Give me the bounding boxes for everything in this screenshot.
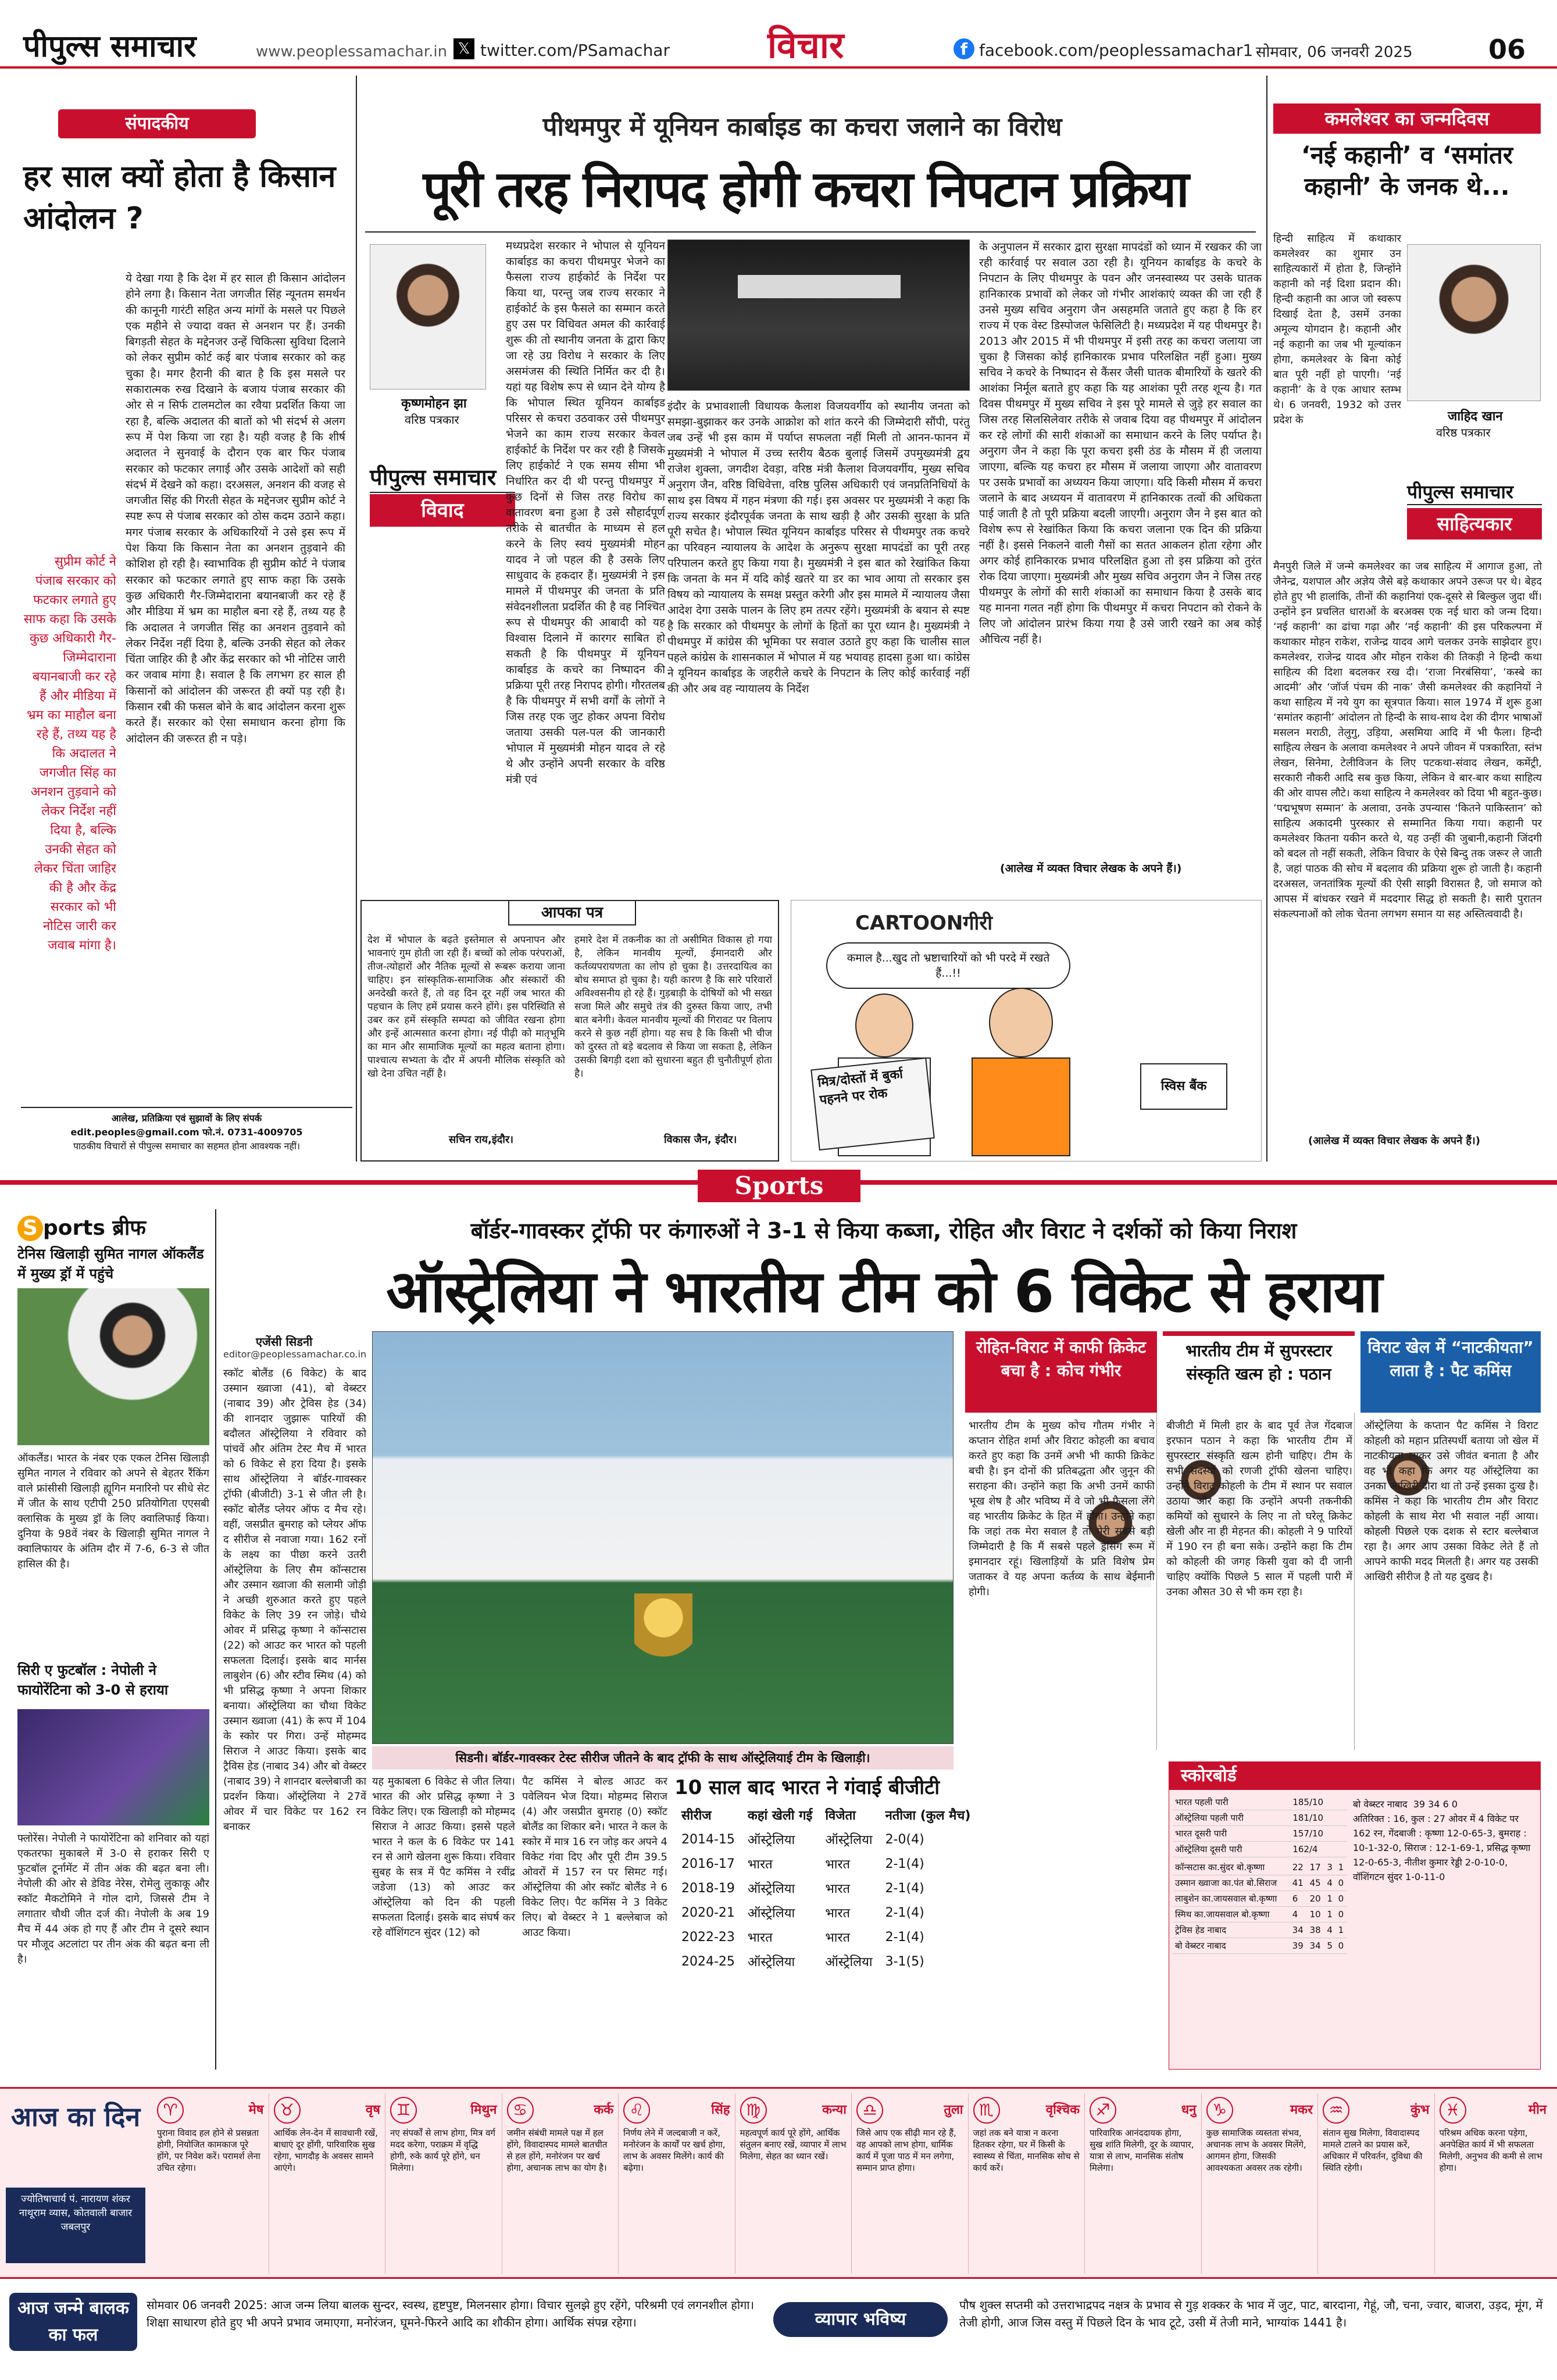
letter-1-sign: सचिन राय,इंदौर। bbox=[449, 1134, 514, 1146]
table-row bbox=[1173, 1907, 1347, 1922]
history-cell: 2-0(4) bbox=[885, 1832, 924, 1847]
history-header: कहां खेली गई bbox=[747, 1809, 813, 1823]
section-title: विचार bbox=[767, 24, 844, 66]
history-cell: ऑस्ट्रेलिया bbox=[825, 1955, 873, 1970]
cartoon-label: CARTOONगीरी bbox=[855, 912, 993, 935]
facebook-handle[interactable]: facebook.com/peoplessamachar1 bbox=[979, 41, 1254, 60]
letter-1: देश में भोपाल के बढ़ते इस्तेमाल से अपनापन और भावनाएं गुम होती जा रही हैं। बच्चों को लोक परंपराओं, तीज-त्योहारों और नैतिक मूल्यों से रूबरू कराया जाना चाहिए। इन सांस्कृतिक-सामाजिक और संस्कारों की अनदेखी करते हैं, तो वह दिन दूर नहीं जब भारत की पहचान के लिए हमें प्रयास करने होंगे। इस परिस्थिति से उबर कर हमें संस्कृति सम्पदा को जीवित रखना होगा और इन्हें आत्मसात करना होगा। नई पीढ़ी को मातृभूमि का मान और सामाजिक मूल्यों का महत्व बताना होगा। पाश्चात्य सभ्यता के दौर में अपनी मौलिक संस्कृति को खो देना उचित नहीं है। bbox=[367, 934, 565, 1080]
sign-name: वृष bbox=[366, 2103, 380, 2117]
batter: ट्रेविस हेड नाबाद bbox=[1173, 1922, 1290, 1938]
bat-stat: 4 bbox=[1324, 1922, 1335, 1938]
scorpio-icon: ♏ bbox=[973, 2097, 1000, 2124]
sign-text: जमीन संबंधी मामले पक्ष में हल होंगे, विवादास्पद मामले बातचीत से हल होंगे, मनोरंजन पर खर्च होगा, अचानक लाभ का योग है। bbox=[506, 2128, 608, 2173]
table-row bbox=[1173, 1795, 1347, 1810]
table-row bbox=[1173, 1938, 1347, 1954]
table-row bbox=[1173, 1922, 1347, 1938]
bat-stat: 6 bbox=[1290, 1891, 1308, 1907]
innings-table bbox=[1173, 1795, 1347, 1857]
history-cell: 2018-19 bbox=[681, 1881, 735, 1896]
history-cell: 2014-15 bbox=[681, 1832, 735, 1847]
batting-table bbox=[1173, 1860, 1347, 1954]
table-row bbox=[676, 1950, 976, 1973]
history-header: नतीजा (कुल मैच) bbox=[885, 1809, 971, 1823]
scoreboard-right: बो वेब्स्टर नाबाद 39 34 6 0 अतिरिक्त : 16, कुल : 27 ओवर में 4 विकेट पर 162 रन, गेंदबाजी : कृष्णा 12-0-65-3, बुमराह : 10-1-32-0, सिराज : 12-1-69-1, प्रसिद्ध कृष्णा 12-0-65-3, नीतीश कुमार रेड्डी 2-0-10-0, वॉशिंगटन सुंदर 1-0-11-0 bbox=[1353, 1799, 1531, 1882]
side2 bbox=[1163, 1331, 1355, 1750]
sports-agency: एजेंसी सिडनी bbox=[256, 1335, 313, 1349]
sign-makar bbox=[1202, 2093, 1319, 2274]
sign-name: वृश्चिक bbox=[1045, 2103, 1080, 2117]
brief-logo-s: S bbox=[17, 1216, 43, 1241]
sports-col3: पैट कमिंस ने बोल्ड आउट कर पवेलियन भेज दिया। मोहम्मद सिराज (4) और जसप्रीत बुमराह (0) स्कॉट बोलैंड का शिकार बने। भारत ने कल के स्कोर में मात्र 16 रन जोड़ कर अपने 4 विकेट गंवा दिए और पूरी टीम 39.5 ओवरों में 157 रन पर सिमट गई। ऑस्ट्रेलिया की ओर स्कॉट बोलैंड ने 6 विकेट लिए। पैट कमिंस ने 3 विकेट लिए। बो वेब्स्टर ने 1 बल्लेबाज को आउट किया। bbox=[522, 1775, 667, 1939]
history-cell: भारत bbox=[825, 1857, 851, 1872]
side1-body: भारतीय टीम के मुख्य कोच गौतम गंभीर ने कप्तान रोहित शर्मा और विराट कोहली का बचाव करते हुए कहा कि उनमें अभी भी काफी क्रिकेट बची है। इन दोनों की प्रतिबद्धता और जुनून की सराहना की। उन्होंने कहा कि अभी उनमें काफी भूख शेष है और भविष्य में वे जो भी फैसला लेंगे वह भारतीय क्रिकेट के हित में होगा। उन्होंने कहा कि जहां तक मेरा सवाल है तो मेरी सबसे बड़ी जिम्मेदारी है कि मैं सबसे पहले ड्रेसिंग रूम में इमानदार रहूं। खिलाड़ियों के प्रति विशेष प्रेम जताकर वे यह अपना कर्तव्य के साथ बेईमानी होगी। bbox=[969, 1420, 1155, 1598]
libra-icon: ♎ bbox=[856, 2097, 883, 2124]
side3-body: ऑस्ट्रेलिया के कप्तान पैट कमिंस ने विराट कोहली को महान प्रतिस्पर्धी बताया जो खेल में नाटकीयता लाकर उसे जीवंत बनाता है और वह भी कहा कि अगर यह ऑस्ट्रेलिया का उनका आखिरी दौरा था तो उन्हें इसका दुःख है। कमिंस ने कहा कि भारतीय टीम और विराट कोहली के साथ मेरा भी सवाल नहीं आया। कोहली पिछले एक दशक से स्टार बल्लेबाज रहा है। अगर आप उसका विकेट लेते हैं तो आपने काफी मदद मिलती है। अगर यह उसकी आखिरी सीरीज है तो यह दुखद है। bbox=[1364, 1420, 1538, 1583]
history-cell: 2-1(4) bbox=[885, 1905, 924, 1920]
sign-text: परिश्रम अधिक करना पड़ेगा, अनपेक्षित कार्य में भी सफलता मिलेगी, अनुभव की कमी से लाभ होगा। bbox=[1439, 2128, 1542, 2173]
birthday-headline: ‘नई कहानी’ व ‘समांतर कहानी’ के जनक थे... bbox=[1301, 141, 1513, 201]
table-row bbox=[1173, 1875, 1347, 1891]
sign-singh bbox=[619, 2093, 735, 2274]
history-cell: ऑस्ट्रेलिया bbox=[747, 1955, 795, 1970]
sign-text: पुराना विवाद हल होने से प्रसन्नता होगी, नियोजित कामकाज पूरे होंगे, पर निवेश करें। परामर्श लेना उचित रहेगा। bbox=[157, 2128, 260, 2173]
sign-text: नए संपर्कों से लाभ होगा, मित्र वर्ग मदद करेगा, पराक्रम में वृद्धि होगी, रुके कार्य पूरे होंगे, धन मिलेगा। bbox=[390, 2128, 495, 2173]
birthday-label: कमलेश्वर का जन्मदिवस bbox=[1273, 103, 1541, 134]
lead-note: (आलेख में व्यक्त विचार लेखक के अपने हैं।) bbox=[1000, 862, 1182, 875]
astro-name: ज्योतिषाचार्य पं. नारायण शंकर नाथूराम व्यास, कोतवाली बाजार जबलपुर bbox=[6, 2188, 145, 2263]
sign-meen bbox=[1435, 2093, 1552, 2274]
history-cell: 3-1(5) bbox=[885, 1954, 924, 1969]
footer-contact-label: आलेख, प्रतिक्रिया एवं सुझावों के लिए संपर्क bbox=[111, 1113, 262, 1124]
brief-photo-1 bbox=[17, 1288, 209, 1445]
innings-name: भारत दूसरी पारी bbox=[1173, 1826, 1290, 1842]
bat-stat: 1 bbox=[1336, 1922, 1347, 1938]
history-title: 10 साल बाद भारत ने गंवाई बीजीटी bbox=[674, 1776, 940, 1799]
sign-text: कुछ सामाजिक व्यस्तता संभव, अचानक लाभ के अवसर मिलेंगे, आगमन होगा, जिसकी आवश्यकता अवसर तक रहेगी। bbox=[1206, 2128, 1306, 2173]
cartoon bbox=[791, 900, 1262, 1162]
facebook-icon: f bbox=[954, 38, 974, 59]
sign-name: कन्या bbox=[822, 2103, 847, 2117]
history-cell: ऑस्ट्रेलिया bbox=[747, 1882, 795, 1896]
sign-kanya bbox=[735, 2093, 852, 2274]
history-cell: 2-1(4) bbox=[885, 1929, 924, 1945]
bat-stat: 1 bbox=[1324, 1891, 1335, 1907]
sign-name: मीन bbox=[1528, 2103, 1547, 2117]
footer-disclaimer: पाठकीय विचारों से पीपुल्स समाचार का सहमत होना आवश्यक नहीं। bbox=[73, 1141, 301, 1152]
table-row bbox=[676, 1852, 976, 1875]
batter: लाबुशेन का.जायसवाल बो.कृष्णा bbox=[1173, 1891, 1290, 1907]
sign-text: महत्वपूर्ण कार्य पूरे होंगे, आर्थिक संतुलन बनाए रखें, व्यापार में लाभ मिलेगा, सेहत का ध्यान रखें। bbox=[740, 2128, 847, 2161]
photo-sign bbox=[738, 275, 901, 298]
editorial-label: संपादकीय bbox=[58, 109, 256, 138]
sign-name: कुंभ bbox=[1410, 2103, 1430, 2117]
history-cell: ऑस्ट्रेलिया bbox=[747, 1906, 795, 1921]
brief-photo-2 bbox=[17, 1709, 209, 1825]
business-text: पौष शुक्ल सप्तमी को उत्तराभाद्रपद नक्षत्र के प्रभाव से गुड़ शक्कर के भाव में जुट, पाट, बारदाना, गेहूं, जौ, चना, ज्वार, बाजरा, उड़द, मूंग, में तेजी होगी, आज जिस वस्तु में पिछले दिन के भाव टूटे, उसी में तेजी माने, भाग्यांक 1441 है। bbox=[959, 2298, 1543, 2329]
sports-col1: स्कॉट बोलैंड (6 विकेट) के बाद उस्मान ख्वाजा (41), बो वेब्स्टर (नाबाद 39) और ट्रेविस हेड (34) की शानदार जुझारू पारियों की बदौलत ऑस्ट्रेलिया ने रविवार को पांचवें और अंतिम टेस्ट मैच में भारत को 6 विकेट से हरा दिया है। इसके साथ ऑस्ट्रेलिया ने बॉर्डर-गावस्कर ट्रॉफी (बीजीटी) 3-1 से जीत ली है। स्कॉट बोलैंड प्लेयर ऑफ द मैच रहे। वहीं, जसप्रीत बुमराह को प्लेयर ऑफ द सीरीज से नवाजा गया। 162 रनों के लक्ष्य का पीछा करने उतरी ऑस्ट्रेलिया के लिए सैम कॉन्सटास और उस्मान ख्वाजा की सलामी जोड़ी ने अच्छी शुरुआत करते हुए पहले विकेट के लिए 39 रन जोड़े। चौथे ओवर में प्रसिद्ध कृष्णा ने कॉन्सटास (22) को आउट कर भारत को पहली सफलता दिलाई। इसके बाद मार्नस लाबुशेन (6) और स्टीव स्मिथ (4) को भी प्रसिद्ध कृष्णा ने अपना शिकार बनाया। ऑस्ट्रेलिया का चौथा विकेट उस्मान ख्वाजा (41) के रूप में 104 के स्कोर पर गिरा। उन्हें मोहम्मद सिराज ने आउट किया। इसके बाद ट्रैविस हेड (नाबाद 34) और बो वेब्स्टर (नाबाद 39) ने शानदार बल्लेबाजी का प्रदर्शन किया। ऑस्ट्रेलिया ने 27वें ओवर में चार विकेट पर 162 रन बनाकर bbox=[223, 1367, 366, 1833]
virgo-icon: ♍ bbox=[740, 2097, 767, 2124]
aquarius-icon: ♒ bbox=[1323, 2097, 1349, 2124]
sign-kumbh bbox=[1318, 2093, 1435, 2274]
zodiac-strip bbox=[0, 2087, 1557, 2279]
sign-name: धनु bbox=[1181, 2103, 1197, 2117]
history-table bbox=[674, 1802, 1163, 1974]
birthday-note: (आलेख में व्यक्त विचार लेखक के अपने हैं।) bbox=[1308, 1135, 1480, 1147]
side3 bbox=[1360, 1331, 1541, 1750]
sign-name: तुला bbox=[944, 2103, 963, 2117]
brief-divider bbox=[215, 1209, 216, 2070]
history-cell: भारत bbox=[825, 1931, 851, 1945]
history-cell: 2024-25 bbox=[681, 1954, 735, 1969]
bat-stat: 34 bbox=[1290, 1922, 1308, 1938]
table-row bbox=[1173, 1891, 1347, 1907]
sports-photo-caption: सिडनी। बॉर्डर-गावस्कर टेस्ट सीरीज जीतने के बाद ट्रॉफी के साथ ऑस्ट्रेलियाई टीम के खिलाड़ी। bbox=[372, 1746, 954, 1770]
history-grid bbox=[674, 1802, 977, 1974]
sign-text: जिसे आप एक सीढ़ी मान रहे हैं, वह आपको लाभ होगा, धार्मिक कार्य में पूजा पाठ में मन लगेगा, सम्मान प्राप्त होगा। bbox=[856, 2128, 956, 2173]
sign-name: सिंह bbox=[711, 2103, 730, 2117]
lead-rule bbox=[365, 231, 1256, 233]
sign-mesh bbox=[152, 2093, 269, 2274]
sign-dhanu bbox=[1085, 2093, 1202, 2274]
editorial-footer bbox=[21, 1107, 352, 1153]
table-row bbox=[1173, 1810, 1347, 1826]
table-row bbox=[676, 1828, 976, 1851]
innings-name: ऑस्ट्रेलिया दूसरी पारी bbox=[1173, 1842, 1290, 1857]
right-divider bbox=[1266, 76, 1267, 1162]
author-photo bbox=[370, 244, 486, 389]
sign-text: आर्थिक लेन-देन में सावधानी रखें, बाधाएं दूर होंगी, पारिवारिक सुख रहेगा, भागदौड़ के अवसर सामने आएंगे। bbox=[273, 2128, 378, 2173]
cancer-icon: ♋ bbox=[507, 2097, 534, 2124]
sports-kicker: बॉर्डर-गावस्कर ट्रॉफी पर कंगारुओं ने 3-1 से किया कब्जा, रोहित और विराट ने दर्शकों को किया निराश bbox=[470, 1218, 1297, 1243]
capricorn-icon: ♑ bbox=[1206, 2097, 1233, 2124]
sign-name: मकर bbox=[1290, 2103, 1313, 2117]
bag-label: स्विस बैंक bbox=[1140, 1063, 1227, 1110]
batter: बो वेब्स्टर नाबाद bbox=[1173, 1938, 1290, 1954]
footer bbox=[0, 2285, 1557, 2372]
sign-tula bbox=[852, 2093, 969, 2274]
sign-vrishchik bbox=[969, 2093, 1085, 2274]
lead-headline: पूरी तरह निरापद होगी कचरा निपटान प्रक्रिया bbox=[423, 160, 1188, 219]
zodiac-title: आज का दिन bbox=[10, 2101, 141, 2132]
bat-stat: 0 bbox=[1336, 1891, 1347, 1907]
issue-date: सोमवार, 06 जनवरी 2025 bbox=[1256, 44, 1413, 61]
innings-name: ऑस्ट्रेलिया पहली पारी bbox=[1173, 1810, 1290, 1826]
innings-score: 181/10 bbox=[1290, 1810, 1347, 1826]
bat-stat: 1 bbox=[1336, 1860, 1347, 1875]
logo[interactable]: पीपुल्स समाचार bbox=[23, 29, 197, 64]
bat-stat: 0 bbox=[1336, 1875, 1347, 1891]
column-divider bbox=[356, 76, 357, 1162]
history-header: सीरीज bbox=[681, 1809, 712, 1823]
table-row bbox=[676, 1925, 976, 1949]
letter-2-sign: विकास जैन, इंदौर। bbox=[664, 1134, 737, 1146]
pisces-icon: ♓ bbox=[1440, 2097, 1466, 2124]
history-cell: भारत bbox=[747, 1931, 773, 1945]
brief-logo-text: ports ब्रीफ bbox=[43, 1216, 147, 1240]
letters-box bbox=[360, 900, 779, 1162]
gemini-icon: ♊ bbox=[390, 2097, 417, 2124]
birthday-photo bbox=[1407, 244, 1541, 401]
aries-icon: ♈ bbox=[157, 2097, 184, 2124]
lead-photo bbox=[667, 240, 970, 391]
trophy-icon bbox=[634, 1593, 692, 1675]
scoreboard-left bbox=[1173, 1795, 1347, 1954]
twitter-handle[interactable]: twitter.com/PSamachar bbox=[480, 41, 670, 60]
bat-stat: 10 bbox=[1308, 1907, 1325, 1922]
batter: स्मिथ का.जायसवाल बो.कृष्णा bbox=[1173, 1907, 1290, 1922]
bat-stat: 4 bbox=[1290, 1907, 1308, 1922]
lead-kicker: पीथमपुर में यूनियन कार्बाइड का कचरा जलाने का विरोध bbox=[542, 112, 1062, 142]
history-cell: 2020-21 bbox=[681, 1905, 735, 1920]
history-header: विजेता bbox=[825, 1809, 856, 1823]
twitter-icon: 𝕏 bbox=[453, 38, 474, 59]
masthead bbox=[0, 0, 1557, 69]
table-row bbox=[676, 1901, 976, 1924]
brief-logo bbox=[17, 1213, 146, 1241]
letters-label: आपका पत्र bbox=[508, 900, 636, 925]
sports-photo bbox=[372, 1331, 954, 1744]
innings-score: 157/10 bbox=[1290, 1826, 1347, 1842]
bat-stat: 1 bbox=[1324, 1907, 1335, 1922]
table-row bbox=[676, 1877, 976, 1900]
footer-contact[interactable]: edit.peoples@gmail.com फो.नं. 0731-4009705 bbox=[70, 1127, 303, 1138]
sign-text: संतान सुख मिलेगा, विवादास्पद मामले टालने का प्रयास करें, अधिकार में परिवर्तन, दुविधा की स्थिति रहेगी। bbox=[1323, 2128, 1423, 2173]
sports-headline: ऑस्ट्रेलिया ने भारतीय टीम को 6 विकेट से हराया bbox=[386, 1257, 1381, 1325]
brief-b1: ऑकलैंड। भारत के नंबर एक एकल टेनिस खिलाड़ी सुमित नागल ने रविवार को अपने से बेहतर रैंकिंग वाले फ्रांसीसी खिलाड़ी ह्यूगिन मनारिनो पर सीधे सेट में जीत के साथ एटीपी 250 प्रतियोगिता एएसबी क्लासिक के मुख्य ड्रॉ के लिए क्वालिफाई किया। दुनिया के 98वें नंबर के खिलाड़ी सुमित नागल ने क्वालिफायर के अंतिम दौर में 7-6, 6-3 से जीत हासिल की है। bbox=[17, 1452, 209, 1570]
lead-col1: मध्यप्रदेश सरकार ने भोपाल से यूनियन कार्बाइड का कचरा पीथमपुर भेजने का फैसला राज्य हाईकोर्ट के निर्देश पर किया था, परन्तु जब राज्य सरकार ने हाईकोर्ट के इस फैसले का सम्मान करते हुए उस पर विधिवत अमल की कार्रवाई शुरू की तो स्थानीय जनता के द्वारा किए जा रहे उग्र विरोध ने सरकार के लिए असमंजस की स्थिति निर्मित कर दी है। यहां यह विशेष रूप से ध्यान देने योग्य है कि भोपाल स्थित यूनियन कार्बाइड परिसर से कचरा उठवाकर उसे पीथमपुर भेजने का काम राज्य सरकार केवल हाईकोर्ट के निर्देश पर कर रही है जिसके लिए हाईकोर्ट ने एक समय सीमा भी निर्धारित कर दी थी परन्तु पीथमपुर में कुछ दिनों से जिस तरह विरोध का वातावरण बना हुआ है उसे सौहार्दपूर्ण तरीके से बातचीत के माध्यम से हल करने के लिए स्वयं मुख्यमंत्री मोहन यादव ने जो पहल की है उसके लिए साधुवाद के हकदार हैं। मुख्यमंत्री ने इस मामले में पीथमपुर की जनता के प्रति संवेदनशीलता प्रदर्शित की है वह निश्चित रूप से पीथमपुर की आबादी को यह विश्वास दिलाने में कारगर साबित हो सकती है कि पीथमपुर में यूनियन कार्बाइड के कचरे का निष्पादन की प्रक्रिया पूरी तरह निरापद होगी। गौरतलब है कि पीथमपुर में सभी वर्गों के लोगों ने जिस तरह एक जुट होकर अपना विरोध जताया उसकी पल-पल की जानकारी भोपाल में मुख्यमंत्री मोहन यादव ले रहे थे और उन्होंने अपनी सरकार के वरिष्ठ मंत्री एवं bbox=[506, 240, 665, 786]
history-cell: 2-1(4) bbox=[885, 1881, 924, 1896]
side2-body: बीजीटी में मिली हार के बाद पूर्व तेज गेंदबाज इरफान पठान ने कहा कि भारतीय टीम में सुपरस्टार संस्कृति खत्म होनी चाहिए। टीम के सभी सदस्यों को रणजी ट्रॉफी खेलना चाहिए। उन्होंने विराट कोहली के टीम में स्थान पर सवाल उठाया और कहा कि उन्होंने अपनी तकनीकी कमियों को सुधारने के लिए ना तो घरेलू क्रिकेट खेली और ना ही मेहनत की। कोहली ने 9 पारियों में 190 रन ही बना सके। उन्होंने कहा कि टीम को कोहली की जगह किसी युवा को दी जानी चाहिए क्योंकि पिछले 5 साल में पहली पारी में उनका औसत 30 से भी कम रहा है। bbox=[1166, 1420, 1352, 1598]
side3-headline: विराट खेल में “नाटकीयता” लाता है : पैट कमिंस bbox=[1360, 1331, 1541, 1413]
brief-h1: टेनिस खिलाड़ी सुमित नागल ऑकलैंड में मुख्य ड्रॉ में पहुंचे bbox=[17, 1246, 204, 1282]
editorial-pullquote: सुप्रीम कोर्ट ने पंजाब सरकार को फटकार लगाते हुए साफ कहा कि उसके कुछ अधिकारी गैर-जिम्मेदाराना बयानबाजी कर रहे हैं और मीडिया में भ्रम का माहौल बना रहे हैं, तथ्य यह है कि अदालत ने जगजीत सिंह का अनशन तुड़वाने को लेकर निर्देश नहीं दिया है, बल्कि उनकी सेहत को लेकर चिंता जाहिर की है और केंद्र सरकार को भी नोटिस जारी कर जवाब मांगा है। bbox=[23, 555, 116, 953]
lead-author-role: वरिष्ठ पत्रकार bbox=[405, 413, 459, 427]
speech-bubble: कमाल है...खुद तो भ्रष्टाचारियों को भी परदे में रखते हैं...!! bbox=[826, 942, 1070, 989]
innings-score: 185/10 bbox=[1290, 1795, 1347, 1810]
sign-name: मिथुन bbox=[470, 2103, 497, 2117]
sign-name: कर्क bbox=[594, 2103, 613, 2117]
scoreboard-title: स्कोरबोर्ड bbox=[1169, 1762, 1540, 1790]
bat-stat: 39 bbox=[1290, 1938, 1308, 1954]
leo-icon: ♌ bbox=[623, 2097, 650, 2124]
side1 bbox=[965, 1331, 1157, 1750]
birthday-author: जाहिद खान bbox=[1448, 409, 1503, 424]
history-header-row bbox=[676, 1803, 976, 1827]
birth-label: आज जन्मे बालक का फल bbox=[9, 2293, 137, 2351]
page-number: 06 bbox=[1488, 34, 1526, 65]
zodiac-title-box bbox=[6, 2100, 145, 2269]
table-row bbox=[1173, 1826, 1347, 1842]
bat-stat: 3 bbox=[1324, 1860, 1335, 1875]
history-cell: 2016-17 bbox=[681, 1856, 735, 1871]
bat-stat: 0 bbox=[1336, 1938, 1347, 1954]
batter: कॉन्सटास का.सुंदर बो.कृष्णा bbox=[1173, 1860, 1290, 1875]
sign-text: जहां तक बने यात्रा न करना हितकर रहेगा, घर में किसी के स्वास्थ्य से चिंता, मानसिक सोच से कार्य करें। bbox=[973, 2128, 1080, 2173]
bat-stat: 34 bbox=[1308, 1938, 1325, 1954]
lead-author: कृष्णमोहन झा bbox=[401, 396, 467, 411]
table-row bbox=[1173, 1842, 1347, 1857]
taurus-icon: ♉ bbox=[274, 2097, 301, 2124]
sports-email[interactable]: editor@peoplessamachar.co.in bbox=[223, 1349, 367, 1360]
history-cell: भारत bbox=[825, 1882, 851, 1896]
lead-col2: इंदौर के प्रभावशाली विधायक कैलाश विजयवर्गीय को स्थानीय जनता को समझा-बुझाकर कर उनके आक्रोश को शांत करने की जिम्मेदारी सौंपी, परंतु जब उन्हें भी इस काम में पर्याप्त सफलता नहीं मिली तो आनन-फानन में मुख्यमंत्री ने भोपाल में उच्च स्तरीय बैठक बुलाई जिसमें उपमुख्यमंत्री द्वय राजेश शुक्ला, जगदीश देवड़ा, वरिष्ठ मंत्री कैलाश विजयवर्गीय, मुख्य सचिव अनुराग जैन, वरिष्ठ विधिवेत्ता, वरिष्ठ पुलिस अधिकारी एवं जनप्रतिनिधियों के साथ इस विषय में गहन मंत्रणा की गई। इस अवसर पर मुख्यमंत्री ने कहा कि राज्य सरकार इंदौरपूर्वक जनता के साथ खड़ी है और उसकी सुरक्षा के प्रति पूरी सचेत है। भोपाल स्थित यूनियन कार्बाइड परिसर से पीथमपुर तक कचरे का परिवहन न्यायालय के आदेश के अनुरूप सुरक्षा मापदंडों का पूरी तरह परिपालन करते हुए किया गया है। मुख्यमंत्री ने इस बात को रेखांकित किया कि जनता के मन में यदि कोई खतरे या डर का भाव आया तो सरकार इस विषय को न्यायालय के समक्ष प्रस्तुत करेगी और इस मामले में न्यायालय जैसा आदेश देगा उसके पालन के लिए हम तत्पर रहेंगे। मुख्यमंत्री के बयान से स्पष्ट है कि सरकार को पीथमपुर के लोगों के हितों का पूरा ध्यान है। मुख्यमंत्री ने पीथमपुर में कांग्रेस की भूमिका पर सवाल उठाते हुए कहा कि चालीस साल पहले कांग्रेस के शासनकाल में भोपाल में यह भयावह हादसा हुआ था। कांग्रेस ने यूनियन कार्बाइड के जहरीले कचरे के निपटान के लिए कोई कार्रवाई नहीं की और अब वह न्यायालय के निर्देश bbox=[667, 400, 970, 695]
bat-stat: 20 bbox=[1308, 1891, 1325, 1907]
sign-vrish bbox=[269, 2093, 386, 2274]
scoreboard bbox=[1169, 1761, 1541, 2070]
sign-mithun bbox=[385, 2093, 502, 2274]
innings-score: 162/4 bbox=[1290, 1842, 1347, 1857]
birthday-badge: साहित्यकार bbox=[1407, 508, 1542, 539]
bat-stat: 17 bbox=[1308, 1860, 1325, 1875]
history-cell: 2-1(4) bbox=[885, 1856, 924, 1871]
editorial-headline: हर साल क्यों होता है किसान आंदोलन ? bbox=[23, 159, 336, 236]
newspaper-text: मित्र/दोस्तों में बुर्का पहनने पर रोक bbox=[810, 1057, 935, 1150]
sign-text: पारिवारिक आनंददायक होगा, सुख शांति मिलेगी, दूर के व्यापार, यात्रा से लाभ, मानसिक संतोष मिलेगा। bbox=[1090, 2128, 1194, 2173]
badge-logo: पीपुल्स समाचार bbox=[370, 462, 515, 493]
birthday-body-1: हिन्दी साहित्य में कथाकार कमलेश्वर का शुमार उन साहित्यकारों में होता है, जिन्होंने कहानी को नई दिशा प्रदान की। हिन्दी कहानी का आज जो स्वरूप दिखाई देता है, उसमें उनका अमूल्य योगदान है। कहानी और नई कहानी का जब भी मूल्यांकन होगा, कमलेश्वर के बिना कोई बात पूरी नहीं हो पाएगी। ‘नई कहानी’ के वे एक आधार स्तम्भ थे। 6 जनवरी, 1932 को उत्तर प्रदेश के bbox=[1273, 233, 1401, 426]
bat-stat: 0 bbox=[1336, 1907, 1347, 1922]
editorial-body: ये देखा गया है कि देश में हर साल ही किसान आंदोलन होने लगा है। किसान नेता जगजीत सिंह न्यूनतम समर्थन की कानूनी गारंटी सहित अन्य मांगों के मसले पर पिछले एक महीने से ज्यादा वक्त से अनशन पर हैं। उनकी बिगड़ती सेहत के मद्देनजर उन्हें चिकित्सा सुविधा दिलाने को लेकर सुप्रीम कोर्ट कई बार पंजाब सरकार को कह चुका है। मगर हैरानी की बात है कि इस मसले पर सकारात्मक रुख दिखाने के बजाय पंजाब सरकार की ओर से न सिर्फ टालमटोल का रवैया प्रदर्शित किया जा रहा है, बल्कि अदालत की बातों को भी संदर्भ से अलग रूप में पेश किया जा रहा है। यही वजह है कि शीर्ष अदालत ने सुनवाई के दौरान एक बार फिर पंजाब सरकार को फटकार लगाई और उसके आदेशों को सही संदर्भ में देखने को कहा। दरअसल, अनशन की वजह से जगजीत सिंह की गिरती सेहत के मद्देनजर सुप्रीम कोर्ट ने स्पष्ट रूप से पंजाब सरकार को ठोस कदम उठाने कहा। मगर पंजाब सरकार के अधिकारियों ने उसे इस रूप में पेश किया कि किसान नेता का अनशन तुड़वाने की कोशिश हो रही है। स्वाभाविक ही सुप्रीम कोर्ट ने पंजाब सरकार को फटकार लगाते हुए साफ कहा कि उसके कुछ अधिकारी गैर-जिम्मेदाराना बयानबाजी कर रहे हैं और मीडिया में भ्रम का माहौल बना रहे हैं, तथ्य यह है कि अदालत ने जगजीत सिंह का अनशन तुड़वाने को लेकर निर्देश नहीं दिया है, बल्कि उनकी सेहत को लेकर चिंता जाहिर की है और केंद्र सरकार को भी नोटिस जारी कर जवाब मांगा है। सवाल है कि लगभग हर साल ही किसानों को आंदोलन की जरूरत ही क्यों पड़ रही है। किसान रबी की फसल बोने के बाद आंदोलन करना शुरू करते हैं। सरकार को ऐसा समाधान करना होगा कि आंदोलन की जरूरत ही न पड़े। bbox=[126, 272, 345, 745]
innings-name: भारत पहली पारी bbox=[1173, 1795, 1290, 1810]
table-row bbox=[1173, 1860, 1347, 1875]
birthday-author-role: वरिष्ठ पत्रकार bbox=[1436, 426, 1491, 439]
history-cell: भारत bbox=[825, 1906, 851, 1921]
sign-text: निर्णय लेने में जल्दबाजी न करें, मनोरंजन के कार्यों पर खर्च होगा, लाभ के अवसर मिलेंगे। कार्य की बढ़ेगा। bbox=[623, 2128, 726, 2173]
site-url[interactable]: www.peoplessamachar.in bbox=[256, 43, 448, 60]
batter: उस्मान ख्वाजा का.पंत बो.सिराज bbox=[1173, 1875, 1290, 1891]
bat-stat: 5 bbox=[1324, 1938, 1335, 1954]
brief-h2: सिरी ए फुटबॉल : नेपोली ने फायोरेंटिना को 3-0 से हराया bbox=[17, 1662, 169, 1698]
bat-stat: 22 bbox=[1290, 1860, 1308, 1875]
side2-headline: भारतीय टीम में सुपरस्टार संस्कृति खत्म हो : पठान bbox=[1163, 1331, 1355, 1413]
zodiac-signs bbox=[152, 2093, 1551, 2274]
sports-col2: यह मुकाबला 6 विकेट से जीत लिया। भारत की ओर प्रसिद्ध कृष्णा ने 3 विकेट लिए। एक खिलाड़ी को मोहम्मद सिराज ने आउट किया। इससे पहले भारत ने कल के 6 विकेट पर 141 रन से आगे खेलना शुरू किया। रविवार सुबह के सत्र में पैट कमिंस ने रवींद्र जडेजा (13) को आउट कर ऑस्ट्रेलिया को दिन की पहली सफलता दिलाई। इसके बाद संघर्ष कर रहे वॉशिंगटन सुंदर (12) को bbox=[372, 1775, 515, 1939]
birthday-body-2: मैनपुरी जिले में जन्मे कमलेश्वर का जब साहित्य में आगाज हुआ, तो जैनेन्द्र, यशपाल और अज्ञेय जैसे बड़े कथाकार अपने उरूज पर थे। बेहद होते हुए भी हालांकि, तीनों की कहानियां एक-दूसरे से बिल्कुल जुदा थीं। उन्होंने इन प्रचलित धाराओं के बरअक्स एक नई धारा को जन्म दिया। ‘नई कहानी’ का ढांचा गढ़ा और ‘नई कहानी’ की इस परिकल्पना में कथाकार मोहन राकेश, राजेन्द्र यादव आगे चलकर उनके साझेदार हुए। कमलेश्वर, राजेन्द्र यादव और मोहन राकेश की तिकड़ी ने हिन्दी कथा साहित्य की दिशा बदलकर रख दी। ‘राजा निरबंसिया’, ‘कस्बे का आदमी’ और ‘जॉर्ज पंचम की नाक’ जैसी कमलेश्वर की कहानियों ने कथा साहित्य में नये युग का सूत्रपात किया। साल 1974 में शुरू हुआ ‘समांतर कहानी’ आंदोलन तो हिन्दी के साथ-साथ देश की दीगर भाषाओं मसलन मराठी, तेलुगु, उड़िया, असमिया आदि में भी फैला। हिन्दी साहित्य लेखन के अलावा कमलेश्वर ने अपने जीवन में पत्रकारिता, स्तंभ लेखन, सिनेमा, टेलीविजन के लिए पटकथा-संवाद लेखन, कमेंट्री, सरकारी नौकरी आदि सब कुछ किया, लेकिन वे बार-बार कथा साहित्य की ओर वापस लौटे। कथा साहित्य ने कमलेश्वर को दिया भी बहुत-कुछ। ‘पद्मभूषण सम्मान’ के अलावा, उनके उपन्यास ‘कितने पाकिस्तान’ को साहित्य अकादमी पुरस्कार से सम्मानित किया गया। कहानी पर कमलेश्वर कितना यकीन करते थे, यह उन्हीं की जुबानी,कहानी जिंदगी को बदल तो नहीं सकती, लेकिन विचार के ऐसे बिन्दु तक जरूर ले जाती है, जहां पाठक की सोच में बदलाव की प्रक्रिया शुरू हो जाती है। कहानी दरअसल, जनतांत्रिक मूल्यों की ऐसी साझी विरासत है, जो समाज को आपस में बांधकर रखने में मददगार सिद्ध हो सकती है। सारी पुरातन संकल्पनाओं को लोक चेतना लगभग समान या सह अस्तित्ववादी है। bbox=[1273, 560, 1542, 920]
history-cell: भारत bbox=[747, 1857, 773, 1872]
bat-stat: 38 bbox=[1308, 1922, 1325, 1938]
bat-stat: 4 bbox=[1324, 1875, 1335, 1891]
bat-stat: 41 bbox=[1290, 1875, 1308, 1891]
sports-banner: Sports bbox=[698, 1170, 860, 1202]
letter-2: हमारे देश में तकनीक का तो असीमित विकास हो गया है, लेकिन मानवीय मूल्यों, ईमानदारी और कर्तव्यपरायणता का लोप हो चुका है। उत्तरदायित्व का बोध समाप्त हो चुका है। यही कारण है कि सारे परिवारों अविश्वसनीय हो रहे हैं। गुड़बाड़ी के दोषियों को भी सख्त सजा मिले और समुचे तंत्र की दुरुस्त किया जाए, तभी बात बनेगी। केवल मानवीय मूल्यों की गिरावट पर विलाप करने से कुछ नहीं होगा। यह सच है कि किसी भी चीज को दुरस्त तो बड़े बदलाव से किया जा सकता है, लेकिन उसकी बिगड़ी दशा को सुधारना बहुत ही चुनौतीपूर्ण होता है। bbox=[574, 934, 772, 1080]
birth-text: सोमवार 06 जनवरी 2025: आज जन्म लिया बालक सुन्दर, स्वस्थ, हृष्टपुष्ट, मिलनसार होगा। विचार सुलझे हुए रहेंगे, परिश्रमी एवं लगनशील होगा। शिक्षा साधारण होते हुए भी अपने प्रभाव जमाएगा, मनोरंजन, घूमने-फिरने आदि का शौकीन होगा। आर्थिक संपन्न रहेगा। bbox=[147, 2298, 755, 2329]
lead-col3: के अनुपालन में सरकार द्वारा सुरक्षा मापदंडों को ध्यान में रखकर की जा रही कार्रवाई पर सवाल उठा रही है। यूनियन कार्बाइड के कचरे के निपटान के लिए पीथमपुर के पवन और जनस्वास्थ्य पर उसके घातक हानिकारक प्रभावों को लेकर जो गंभीर आशंकाएं व्यक्त की जा रही हैं उनसे मुख्य सचिव अनुराग जैन असहमति जताते हुए कहा है कि हर राज्य में एक वेस्ट डिस्पोजल फेसिलिटी है। मध्यप्रदेश में यह पीथमपुर है। 2013 और 2015 में भी पीथमपुर में इसी तरह का कचरा जलाया जा चुका है जिसका कोई हानिकारक प्रभाव परिलक्षित नहीं हुआ। मुख्य सचिव ने कचरे के निष्पादन से कैंसर जैसी घातक बीमारियों के खतरे की आशंका निर्मूल बताते हुए कहा कि यह आशंका पूरी तरह शून्य है। गत दिवस पीथमपुर में मुख्य सचिव ने इस पूरे मामले से जुड़े हर सवाल का जिस तरह सिलसिलेवार तरीके से जवाब दिया वह पीथमपुर में आंदोलन कर रहे लोगों की सारी शंकाओं का समाधान करने के लिए पर्याप्त है। अनुराग जैन ने कहा कि पूरा कचरा इसी ठंड के मौसम में ही जलाया जाएगा, बल्कि यह कचरा हर मौसम में जलाया जाएगा और वातावरण पर उसके प्रभावों का अध्ययन किया जाएगा। यदि किसी मौसम में कचरा जलाने के बाद अध्ययन में वातावरण में हानिकारक तत्वों की अधिकता पाई जाती है तो पूरी प्रक्रिया बदली जाएगी। अनुराग जैन ने इस बात को विशेष रूप से रेखांकित किया कि कचरा जलाना एक दिन की प्रक्रिया नहीं है। इससे निकलने वाली गैसों का सतत आकलन होता रहेगा और अगर कोई हानिकारक प्रभाव परिलक्षित हुआ तो इस प्रक्रिया को तुरंत रोक दिया जाएगा। मुख्यमंत्री और मुख्य सचिव अनुराग जैन ने जिस तरह पीथमपुर के लोगों की सारी शंकाओं का समाधान किया है उसके बाद यह मानना गलत नहीं होगा कि पीथमपुर में कचरा निपटान को रोकने के लिए जो आंदोलन प्रारंभ किया गया है उसे जारी रखने का अब कोई औचित्य नहीं है। bbox=[979, 241, 1262, 646]
brief-b2: फ्लोरेंस। नेपोली ने फायोरेंटिना को शनिवार को यहां एकतरफा मुकाबले में 3-0 से हराकर सिरी ए फुटबॉल टूर्नामेंट में तीन अंक की बढ़त बना ली। नेपोली की ओर से डेविड नेरेस, रोमेलु लुकाकू और स्कॉट मैकटोमिने ने गोल दागे, जिससे टीम ने लगातार चौथी जीत दर्ज की। नेपोली के अब 19 मैच में 44 अंक हो गए हैं और टीम ने दूसरे स्थान पर मौजूद अटलांटा पर तीन अंक की बढ़त बना ली है। bbox=[17, 1832, 209, 1966]
sagittarius-icon: ♐ bbox=[1090, 2097, 1116, 2124]
badge-label: विवाद bbox=[370, 494, 515, 527]
history-cell: 2022-23 bbox=[681, 1929, 735, 1945]
birthday-badge-logo: पीपुल्स समाचार bbox=[1407, 479, 1542, 505]
sign-name: मेष bbox=[248, 2103, 264, 2117]
history-cell: ऑस्ट्रेलिया bbox=[747, 1833, 795, 1847]
cartoon-figure-right bbox=[948, 988, 1088, 1156]
side1-headline: रोहित-विराट में काफी क्रिकेट बचा है : कोच गंभीर bbox=[965, 1331, 1157, 1413]
sign-kark bbox=[502, 2093, 619, 2274]
history-cell: ऑस्ट्रेलिया bbox=[825, 1833, 873, 1847]
bat-stat: 45 bbox=[1308, 1875, 1325, 1891]
business-label: व्यापार भविष्य bbox=[773, 2302, 948, 2337]
